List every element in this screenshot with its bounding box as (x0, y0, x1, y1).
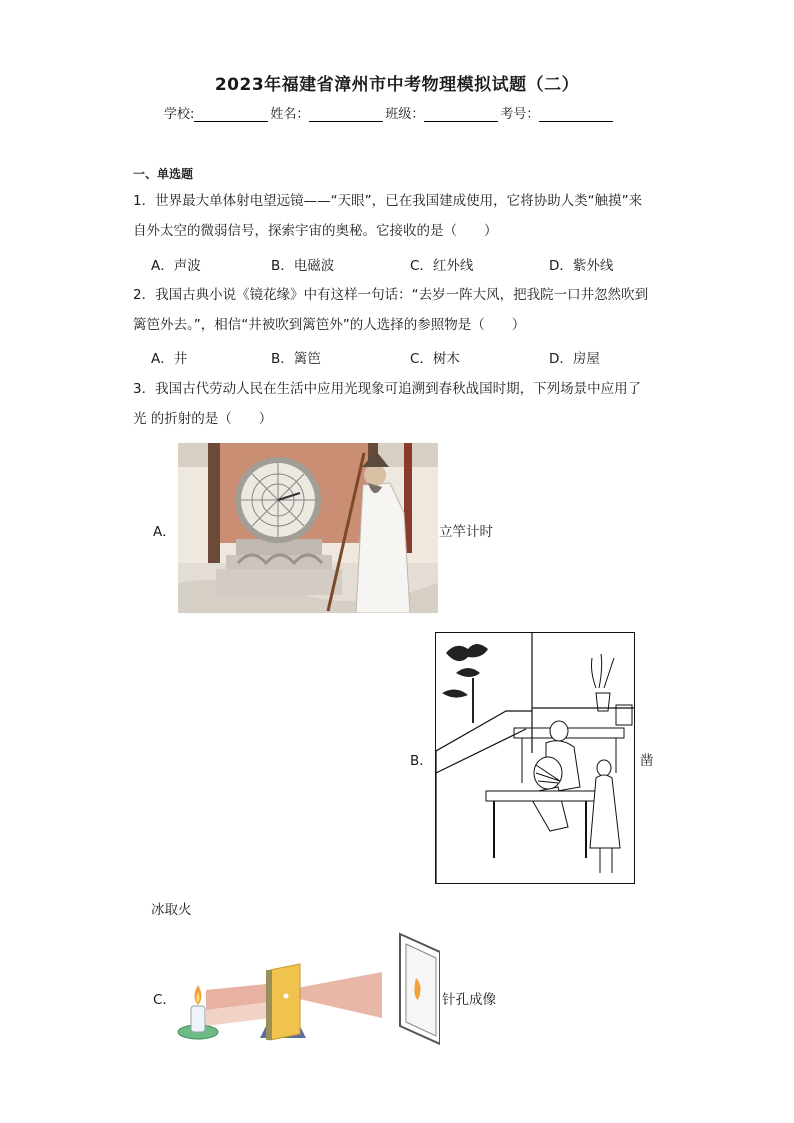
name-label: 姓名： (270, 107, 310, 122)
ice-lens-fire-drawing (436, 633, 634, 883)
q3-option-c-label[interactable]: C． (153, 992, 176, 1008)
q2-option-a[interactable]: A．井 (151, 351, 188, 367)
q3-option-a-label[interactable]: A． (153, 524, 176, 540)
school-blank[interactable] (194, 108, 268, 122)
q2-option-d[interactable]: D．房屋 (549, 351, 600, 367)
q1-text-line1: 1．世界最大单体射电望远镜——“天眼”，已在我国建成使用，它将协助人类“触摸”来 (133, 193, 643, 209)
q1-option-a[interactable]: A．声波 (151, 258, 201, 274)
number-label: 考号： (500, 107, 540, 122)
section-heading: 一、单选题 (133, 167, 194, 181)
student-info-line (164, 103, 615, 122)
class-blank[interactable] (424, 108, 498, 122)
q2-text-line2: 篱笆外去。”，相信“井被吹到篱笆外”的人选择的参照物是（ ） (133, 317, 526, 333)
q2-text-line1: 2．我国古典小说《镜花缘》中有这样一句话：“去岁一阵大风，把我院一口井忽然吹到 (133, 287, 649, 303)
q3-option-c-caption: 针孔成像 (442, 992, 496, 1008)
q3-option-b-image[interactable] (435, 632, 635, 884)
sundial-illustration (178, 443, 438, 613)
q3-text-line2: 光 的折射的是（ ） (133, 411, 273, 427)
pinhole-imaging-diagram (176, 930, 440, 1048)
q3-option-a-image[interactable] (178, 443, 438, 613)
q3-option-b-caption-1: 凿 (640, 753, 654, 769)
name-blank[interactable] (309, 108, 383, 122)
q3-text-line1: 3．我国古代劳动人民在生活中应用光现象可追溯到春秋战国时期，下列场景中应用了 (133, 381, 642, 397)
q3-option-b-caption-2: 冰取火 (151, 902, 192, 918)
q3-option-b-label[interactable]: B． (410, 753, 433, 769)
page-title: 2023年福建省漳州市中考物理模拟试题（二） (214, 75, 580, 95)
school-label: 学校: (164, 107, 195, 122)
q1-option-b[interactable]: B．电磁波 (271, 258, 335, 274)
number-blank[interactable] (539, 108, 613, 122)
q3-option-c-image[interactable] (176, 930, 440, 1048)
q2-option-b[interactable]: B．篱笆 (271, 351, 321, 367)
q3-option-a-caption: 立竿计时 (439, 524, 493, 540)
class-label: 班级： (385, 107, 425, 122)
q1-text-line2: 自外太空的微弱信号，探索宇宙的奥秘。它接收的是（ ） (133, 223, 498, 239)
q2-option-c[interactable]: C．树木 (410, 351, 460, 367)
q1-option-c[interactable]: C．红外线 (410, 258, 474, 274)
q1-option-d[interactable]: D．紫外线 (549, 258, 614, 274)
